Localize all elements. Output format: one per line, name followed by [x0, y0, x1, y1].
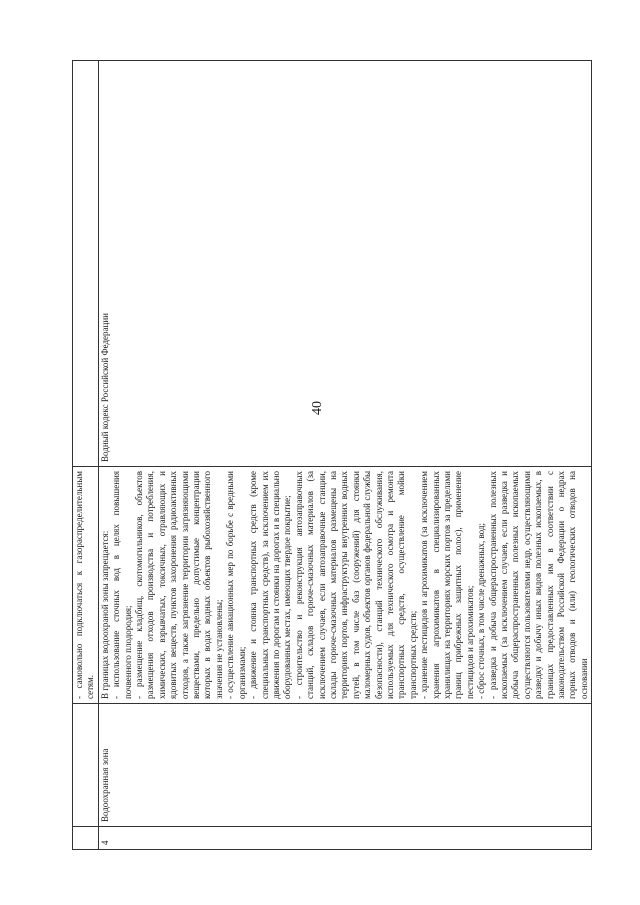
table-row-previous — [73, 61, 99, 850]
restriction-item: - осуществление авиационных мер по борьбе с вредными организмами; — [225, 471, 247, 699]
restriction-item: - размещение кладбищ, скотомогильников, объектов размещения отходов производства и потребления, химических, взрывчатых, токсичных, отравляющих и ядовитых веществ, пунктов захоронения радиоактивных отходов, а также загрязнение территории загрязняющими веществами, предельно допустимые концентрации которых в водах водных объектов рыбохозяйственного значения не установлены; — [134, 471, 224, 699]
restrictions-heading: В границах водоохраной зоны запрещается: — [99, 530, 110, 699]
restrictions-table — [72, 60, 592, 850]
restriction-item: - движение и стоянка транспортных средств (кроме специальных транспортных средств), за исключением их движения по дорогам и стоянки на дорогах и в специально оборудованных местах, имеющих твердое покрытие; — [248, 471, 293, 699]
row-number: 4 — [98, 827, 591, 850]
restriction-item: - сброс сточных, в том числе дренажных, вод; — [476, 522, 487, 699]
rotated-table-container — [72, 60, 602, 850]
page-number: 40 — [310, 401, 325, 415]
restrictions-cell — [98, 467, 591, 704]
restriction-item: - хранение пестицидов и агрохимикатов (за исключением хранения агрохимикатов в специализированных хранилищах на территориях морских портов за пределами границ прибрежных защитных полос), применение пестицидов и агрохимикатов; — [419, 471, 475, 699]
restriction-item: - строительство и реконструкция автозаправочных станций, складов горюче-смазочных материалов (за исключением случаев, если автозаправочные станции, склады горюче-смазочных материалов размещены на территориях портов, инфраструктуры внутренних водных путей, в том числе баз (сооружений) для стоянки маломерных судов, объектов органов федеральной службы безопасности), станций технического обслуживания, используемых для технического осмотра и ремонта транспортных средств, осуществление мойки транспортных средств; — [293, 471, 418, 699]
table-row-water-protection — [98, 61, 591, 850]
restriction-item: - разведка и добыча общераспространенных полезных ископаемых (за исключением случаев, если разведка и добыча общераспространенных полезных ископаемых осуществляются пользователями недр, осуществляющими разведку и добычу иных видов полезных ископаемых, в границах предоставленных им в соответствии с законодательством Российской Федерации о недрах горных отводов и (или) геологических отводов на основании — [487, 471, 589, 699]
zone-name: Водоохранная зона — [98, 704, 591, 827]
restriction-item: - использование сточных вод в целях повышения почвенного плодородия; — [111, 471, 133, 699]
cell-empty — [73, 61, 99, 467]
previous-row-text: - самовольно подключаться к газораспределительным сетям. — [73, 467, 99, 704]
cell-empty — [73, 827, 99, 850]
cell-empty — [73, 704, 99, 827]
legal-source: Водный кодекс Российской Федерации — [98, 61, 591, 467]
